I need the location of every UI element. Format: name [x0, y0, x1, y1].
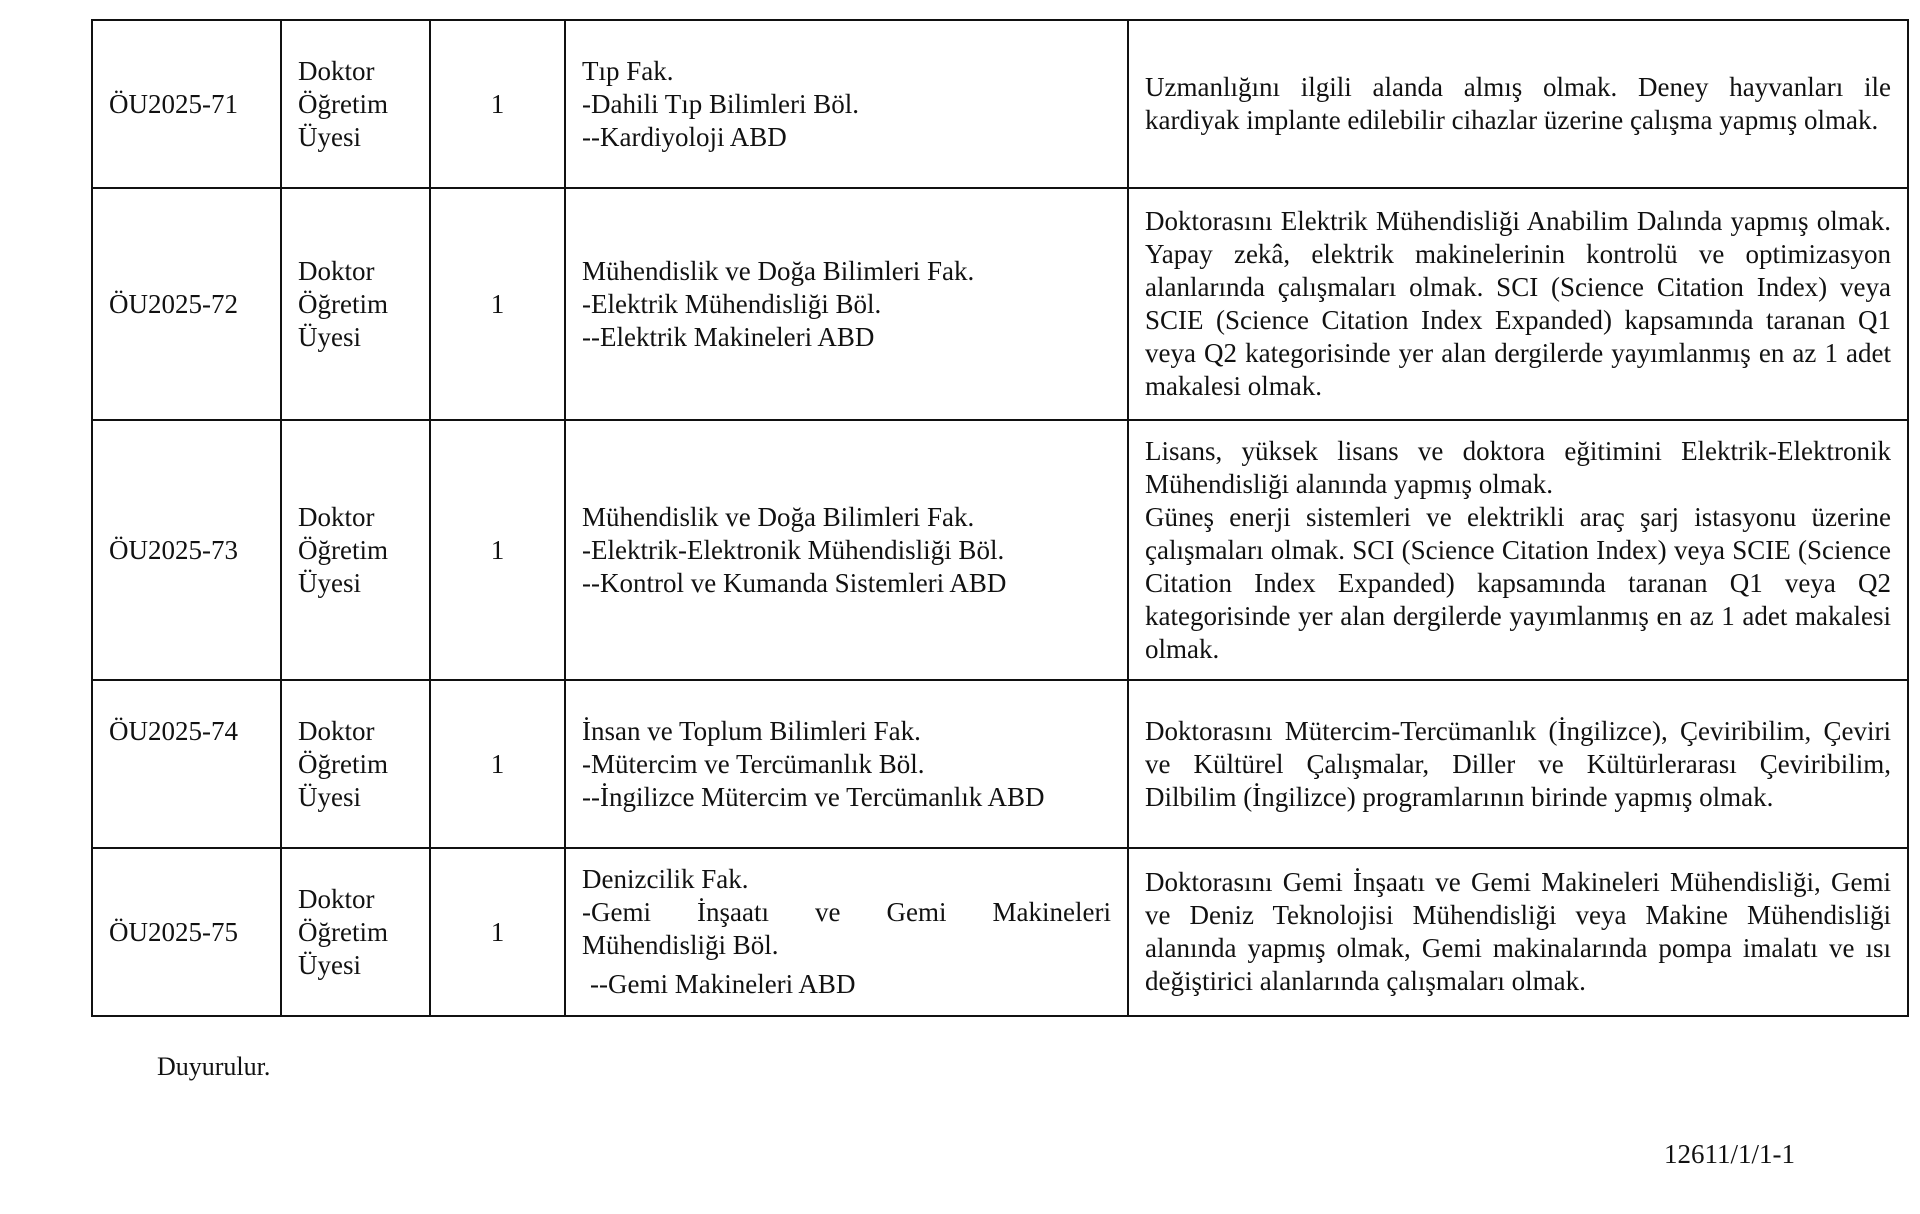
title-line: Doktor — [298, 715, 375, 746]
unit-line: Mühendislik ve Doğa Bilimleri Fak. — [582, 501, 975, 532]
unit-line: Mühendislik ve Doğa Bilimleri Fak. — [582, 255, 975, 286]
title-line: Doktor — [298, 55, 375, 86]
position-title — [281, 188, 430, 420]
position-code: ÖU2025-71 — [92, 20, 281, 188]
unit-line: -Gemi İnşaatı ve Gemi Makineleri — [582, 897, 1111, 927]
announcement-note: Duyurulur. — [157, 1052, 271, 1081]
title-line: Doktor — [298, 255, 375, 286]
table-row — [92, 20, 1908, 188]
title-line: Üyesi — [298, 781, 361, 812]
unit-line: --Elektrik Makineleri ABD — [582, 321, 875, 352]
academic-unit — [565, 20, 1128, 188]
position-code: ÖU2025-73 — [92, 420, 281, 680]
requirement-text: Doktorasını Elektrik Mühendisliği Anabilim Dalında yapmış olmak. Yapay zekâ, elektrik makinelerinin kontrolü ve optimizasyon alanlarında çalışmaları olmak. SCI (Science Citation Index) veya SCIE (Science Citation Index Expanded) kapsamında taranan Q1 veya Q2 kategorisinde yer alan dergilerde yayımlanmış en az 1 adet makalesi olmak. — [1128, 188, 1908, 420]
requirement-text — [1128, 420, 1908, 680]
unit-line: --Gemi Makineleri ABD — [590, 969, 856, 999]
position-code: ÖU2025-72 — [92, 188, 281, 420]
table-row — [92, 188, 1908, 420]
unit-line: Tıp Fak. — [582, 55, 674, 86]
title-line: Üyesi — [298, 121, 361, 152]
position-count: 1 — [430, 848, 565, 1016]
position-code: ÖU2025-75 — [92, 848, 281, 1016]
unit-line: --Kardiyoloji ABD — [582, 121, 787, 152]
position-count: 1 — [430, 188, 565, 420]
academic-unit — [565, 188, 1128, 420]
unit-line: -Dahili Tıp Bilimleri Böl. — [582, 88, 859, 119]
title-line: Üyesi — [298, 949, 361, 980]
positions-table — [91, 19, 1909, 1017]
requirement-text: Doktorasını Gemi İnşaatı ve Gemi Makineleri Mühendisliği, Gemi ve Deniz Teknolojisi Mühendisliği veya Makine Mühendisliği alanında yapmış olmak, Gemi makinalarında pompa imalatı ve ısı değiştirici alanlarında çalışmaları olmak. — [1128, 848, 1908, 1016]
document-number: 12611/1/1-1 — [1664, 1139, 1795, 1169]
position-code: ÖU2025-74 — [92, 680, 281, 848]
position-count: 1 — [430, 20, 565, 188]
unit-line: Denizcilik Fak. — [582, 864, 749, 894]
table-row — [92, 680, 1908, 848]
requirement-paragraph: Güneş enerji sistemleri ve elektrikli araç şarj istasyonu üzerine çalışmaları olmak. SCI (Science Citation Index) veya SCIE (Science Citation Index Expanded) kapsamında taranan Q1 veya Q2 kategorisinde yer alan dergilerde yayımlanmış en az 1 adet makalesi olmak. — [1145, 501, 1891, 664]
unit-line: -Elektrik-Elektronik Mühendisliği Böl. — [582, 534, 1005, 565]
title-line: Öğretim — [298, 748, 388, 779]
unit-line: -Elektrik Mühendisliği Böl. — [582, 288, 882, 319]
table-row — [92, 420, 1908, 680]
unit-line: --Kontrol ve Kumanda Sistemleri ABD — [582, 567, 1007, 598]
position-title — [281, 680, 430, 848]
academic-unit — [565, 680, 1128, 848]
requirement-paragraph: Lisans, yüksek lisans ve doktora eğitimini Elektrik-Elektronik Mühendisliği alanında yapmış olmak. — [1145, 435, 1891, 499]
academic-unit — [565, 848, 1128, 1016]
title-line: Üyesi — [298, 567, 361, 598]
position-count: 1 — [430, 420, 565, 680]
title-line: Doktor — [298, 501, 375, 532]
title-line: Öğretim — [298, 534, 388, 565]
title-line: Öğretim — [298, 288, 388, 319]
requirement-text: Uzmanlığını ilgili alanda almış olmak. Deney hayvanları ile kardiyak implante edilebilir cihazlar üzerine çalışma yapmış olmak. — [1128, 20, 1908, 188]
unit-line: İnsan ve Toplum Bilimleri Fak. — [582, 715, 921, 746]
title-line: Üyesi — [298, 321, 361, 352]
unit-line: -Mütercim ve Tercümanlık Böl. — [582, 748, 925, 779]
position-title — [281, 848, 430, 1016]
requirement-text: Doktorasını Mütercim-Tercümanlık (İngilizce), Çeviribilim, Çeviri ve Kültürel Çalışmalar, Diller ve Kültürlerarası Çeviribilim, Dilbilim (İngilizce) programlarının birinde yapmış olmak. — [1128, 680, 1908, 848]
academic-unit — [565, 420, 1128, 680]
unit-line: Mühendisliği Böl. — [582, 930, 779, 960]
title-line: Öğretim — [298, 88, 388, 119]
position-title — [281, 420, 430, 680]
unit-line: --İngilizce Mütercim ve Tercümanlık ABD — [582, 781, 1045, 812]
position-title — [281, 20, 430, 188]
table-row — [92, 848, 1908, 1016]
title-line: Öğretim — [298, 916, 388, 947]
title-line: Doktor — [298, 883, 375, 914]
position-count: 1 — [430, 680, 565, 848]
